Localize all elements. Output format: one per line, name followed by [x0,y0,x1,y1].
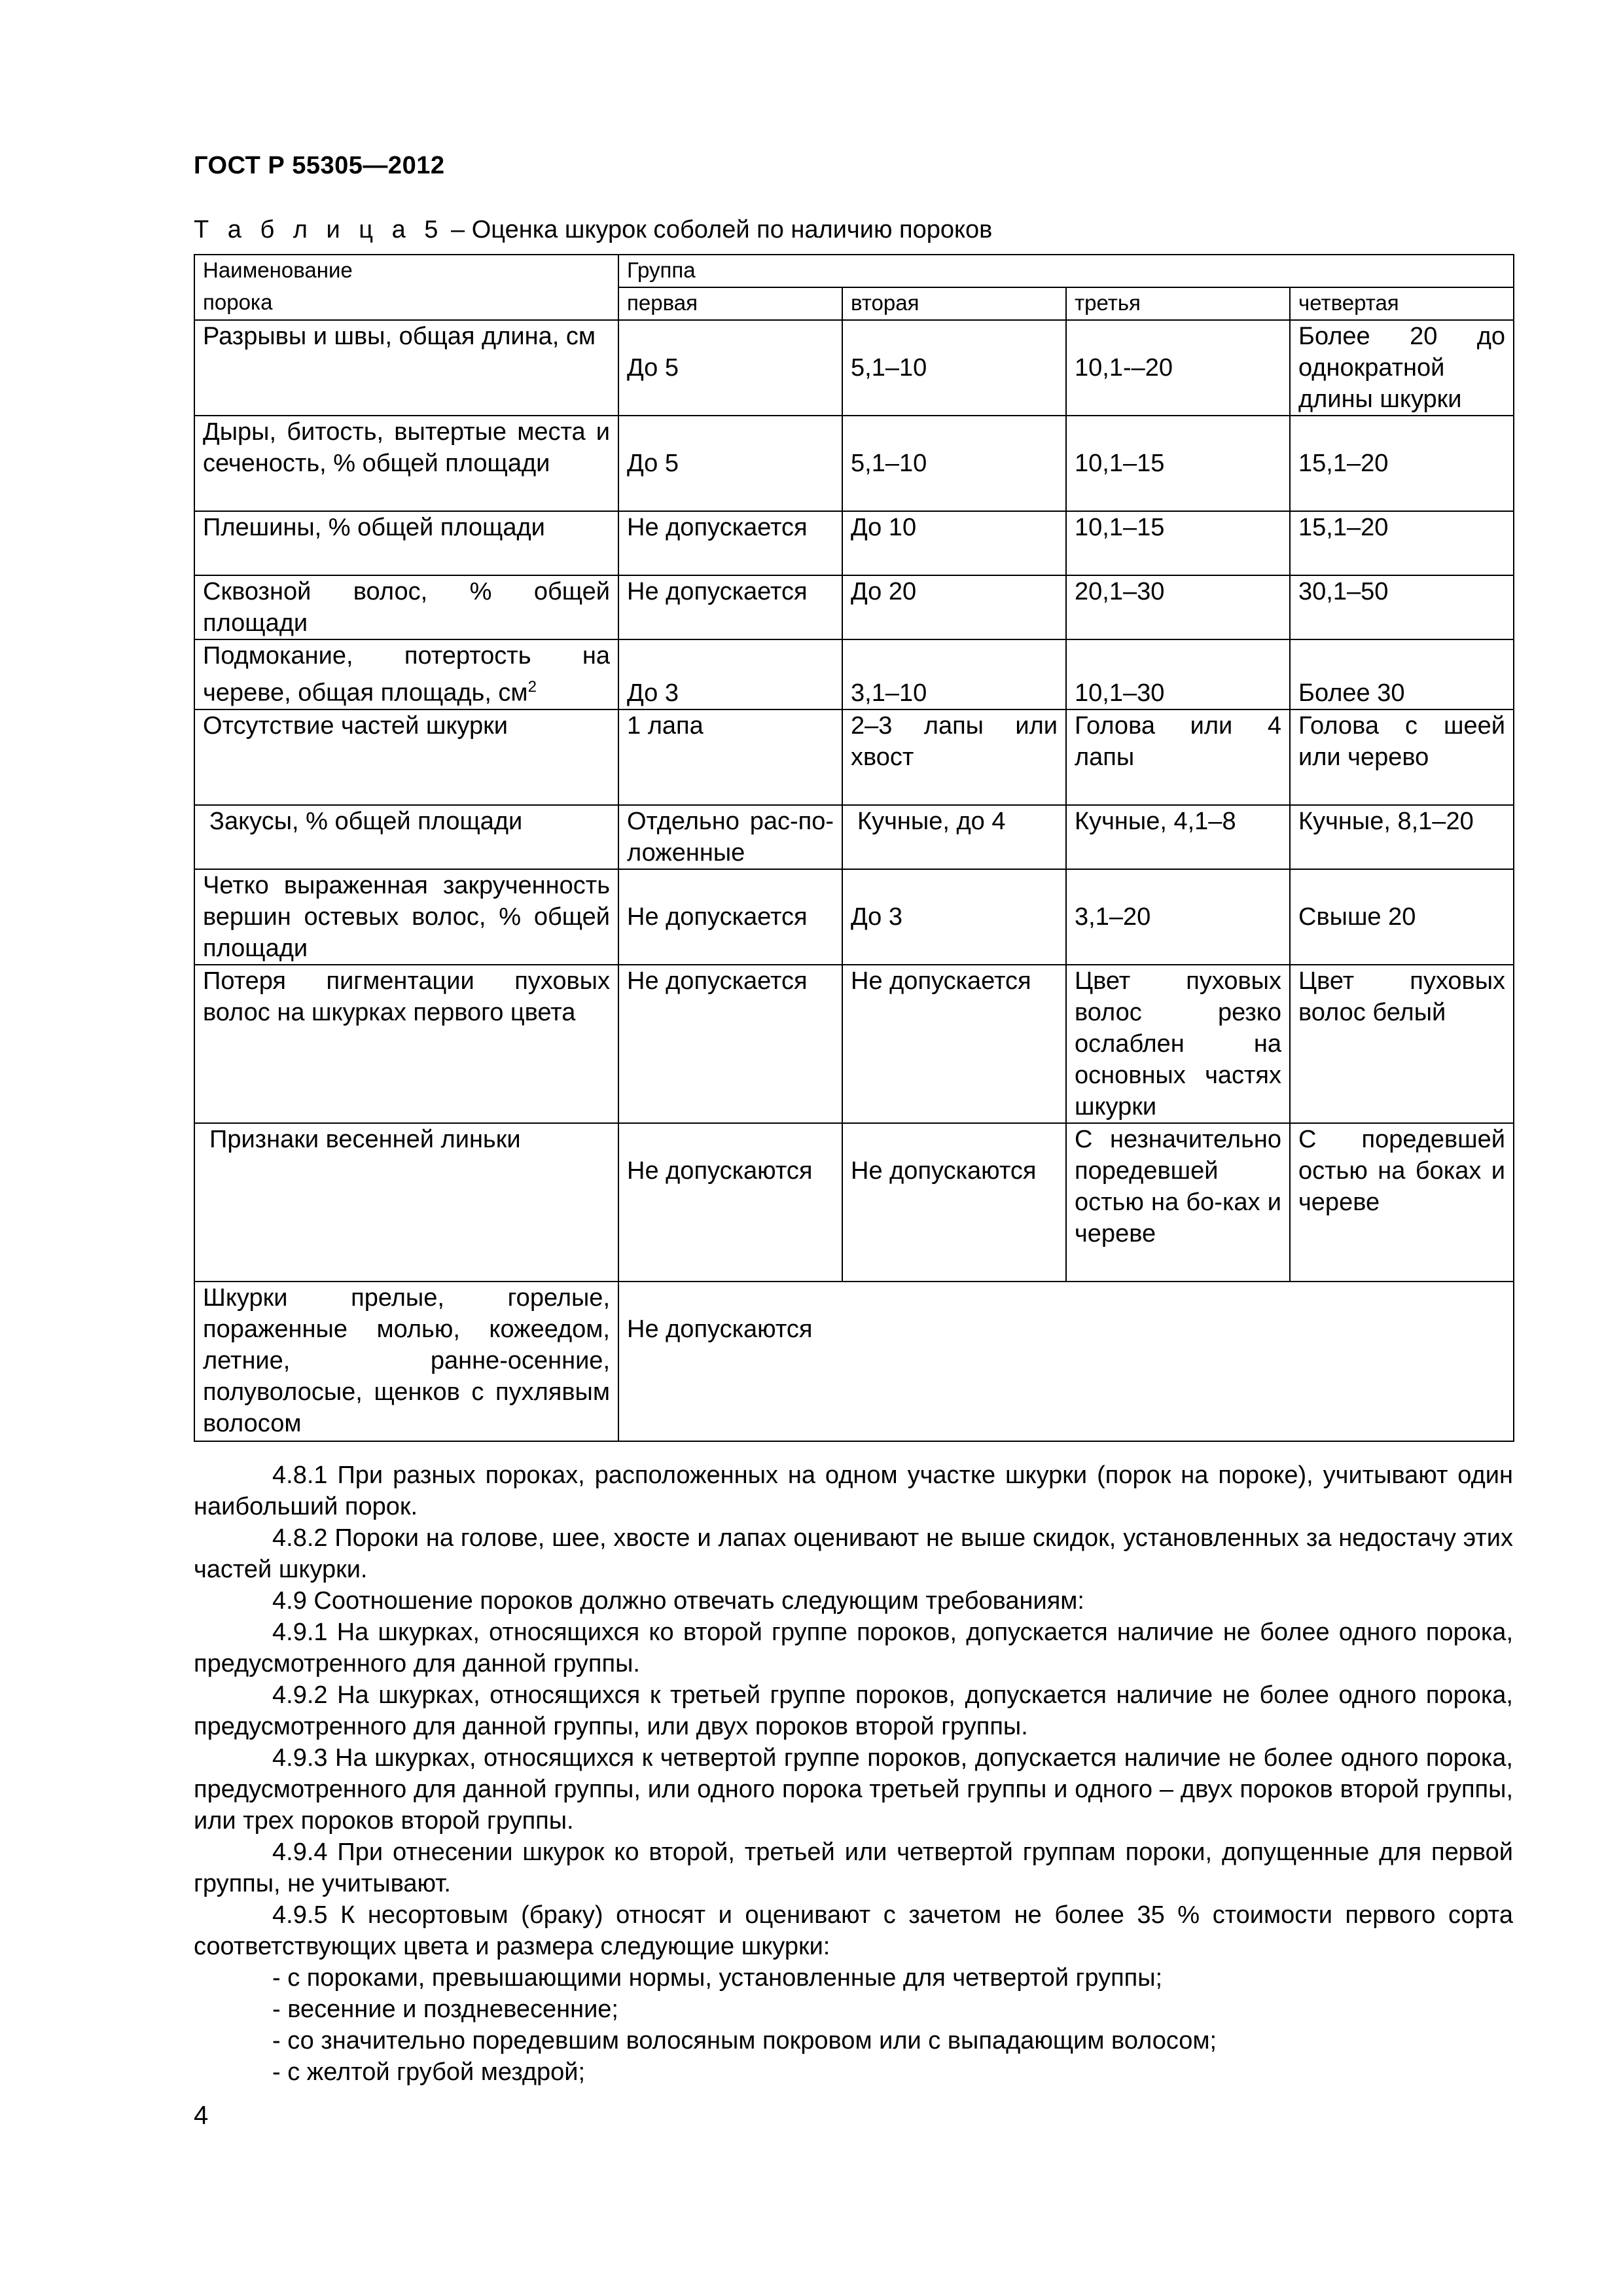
defect-name-unit-superscript: 2 [527,678,537,696]
defect-name [194,639,618,709]
group-4-value: 15,1–20 [1290,511,1514,575]
group-3-value: Кучные, 4,1–8 [1066,805,1290,869]
group-1-value: Не допускается [618,575,842,639]
page-number: 4 [194,2101,209,2130]
table-row [194,575,1514,639]
group-2-value: До 20 [842,575,1066,639]
group-1-value: Не допускаются [618,1123,842,1282]
group-3-value: 10,1–15 [1066,511,1290,575]
group-1-value: До 5 [618,416,842,511]
defect-name: Отсутствие частей шкурки [194,709,618,805]
defect-name: Сквозной волос, % общей площади [194,575,618,639]
group-4-value: Кучные, 8,1–20 [1290,805,1514,869]
defect-name: Дыры, битость, вытертые места и сеченость, % общей площади [194,416,618,511]
defect-name: Разрывы и швы, общая длина, см [194,320,618,416]
group-1-value: Не допускается [618,965,842,1123]
paragraph: 4.9 Соотношение пороков должно отвечать следующим требованиям: [272,1587,1084,1615]
list-item: - с пороками, превышающими нормы, установленные для четвертой группы; [272,1964,1163,1992]
table-row [194,965,1514,1123]
header-defect-name-1: Наименование [194,255,618,287]
paragraph: 4.8.1 При разных пороках, расположенных на одном участке шкурки (порок на пороке), учитывают один наибольший порок. [194,1462,1513,1520]
group-1-value: Не допускается [618,511,842,575]
group-4-value: Цвет пуховых волос белый [1290,965,1514,1123]
group-2-value: 3,1–10 [842,639,1066,709]
group-3-value: 10,1–30 [1066,639,1290,709]
header-group-2: вторая [842,287,1066,320]
list-item: - весенние и поздневесенние; [272,1996,618,2023]
group-1-value: До 3 [618,639,842,709]
table-caption-label: Т а б л и ц а 5 [194,216,444,243]
group-3-value: 20,1–30 [1066,575,1290,639]
table-row [194,709,1514,805]
defect-name: Шкурки прелые, горелые, пораженные молью, кожеедом, летние, ранне-осенние, полуволосые, щенков с пухлявым волосом [194,1282,618,1441]
table-row [194,639,1514,709]
defect-name: Плешины, % общей площади [194,511,618,575]
table-caption-text: – Оценка шкурок соболей по наличию пороков [444,216,993,243]
group-1-value: Не допускается [618,869,842,965]
group-2-value: До 3 [842,869,1066,965]
header-group-1: первая [618,287,842,320]
group-2-value: Не допускается [842,965,1066,1123]
group-3-value: 10,1–15 [1066,416,1290,511]
paragraph: 4.9.5 К несортовым (браку) относят и оценивают с зачетом не более 35 % стоимости первого сорта соответствующих цвета и размера следующие шкурки: [194,1901,1513,1960]
all-groups-value: Не допускаются [618,1282,1514,1441]
group-1-value: Отдельно рас-по-ложенные [618,805,842,869]
paragraph: 4.9.3 На шкурках, относящихся к четвертой группе пороков, допускается наличие не более одного порока, предусмотренного для данной группы, или одного порока третьей группы и одного – двух пороков второй группы, или трех пороков второй группы. [194,1744,1513,1835]
header-group: Группа [618,255,1514,287]
group-4-value: С поредевшей остью на боках и череве [1290,1123,1514,1282]
group-3-value: Цвет пуховых волос резко ослаблен на основных частях шкурки [1066,965,1290,1123]
group-2-value: До 10 [842,511,1066,575]
table-row [194,1282,1514,1441]
paragraph: 4.8.2 Пороки на голове, шее, хвосте и лапах оценивают не выше скидок, установленных за недостачу этих частей шкурки. [194,1524,1513,1583]
list-item: - с желтой грубой мездрой; [272,2058,586,2086]
defects-table [194,254,1514,1442]
group-4-value: 15,1–20 [1290,416,1514,511]
group-2-value: Кучные, до 4 [842,805,1066,869]
group-3-value: 3,1–20 [1066,869,1290,965]
group-4-value: 30,1–50 [1290,575,1514,639]
table-row [194,805,1514,869]
paragraph: 4.9.2 На шкурках, относящихся к третьей группе пороков, допускается наличие не более одного порока, предусмотренного для данной группы, или двух пороков второй группы. [194,1681,1513,1740]
table-row [194,320,1514,416]
table-row [194,416,1514,511]
body-text [194,1460,1513,2088]
table-caption [194,216,992,244]
defect-name: Закусы, % общей площади [194,805,618,869]
list-item: - со значительно поредевшим волосяным покровом или с выпадающим волосом; [272,2027,1217,2054]
group-2-value: 5,1–10 [842,320,1066,416]
document-id: ГОСТ Р 55305—2012 [194,152,445,179]
group-1-value: До 5 [618,320,842,416]
defect-name: Признаки весенней линьки [194,1123,618,1282]
group-1-value: 1 лапа [618,709,842,805]
group-3-value: Голова или 4 лапы [1066,709,1290,805]
table-row [194,1123,1514,1282]
group-4-value: Более 30 [1290,639,1514,709]
group-3-value: 10,1-–20 [1066,320,1290,416]
group-4-value: Свыше 20 [1290,869,1514,965]
table-header-row [194,287,1514,320]
group-4-value: Более 20 до однократной длины шкурки [1290,320,1514,416]
header-group-3: третья [1066,287,1290,320]
table-header-row [194,255,1514,287]
table-row [194,869,1514,965]
group-2-value: Не допускаются [842,1123,1066,1282]
group-2-value: 2–3 лапы или хвост [842,709,1066,805]
group-3-value: С незначительно поредевшей остью на бо-ках и череве [1066,1123,1290,1282]
paragraph: 4.9.4 При отнесении шкурок ко второй, третьей или четвертой группам пороки, допущенные для первой группы, не учитывают. [194,1839,1513,1897]
header-defect-name-2: порока [194,287,618,320]
group-4-value: Голова с шеей или черево [1290,709,1514,805]
defect-name: Потеря пигментации пуховых волос на шкурках первого цвета [194,965,618,1123]
paragraph: 4.9.1 На шкурках, относящихся ко второй группе пороков, допускается наличие не более одного порока, предусмотренного для данной группы. [194,1619,1513,1677]
table-row [194,511,1514,575]
defect-name: Четко выраженная закрученность вершин остевых волос, % общей площади [194,869,618,965]
group-2-value: 5,1–10 [842,416,1066,511]
header-group-4: четвертая [1290,287,1514,320]
defect-name-text: Подмокание, потертость на череве, общая площадь, см [203,642,610,707]
